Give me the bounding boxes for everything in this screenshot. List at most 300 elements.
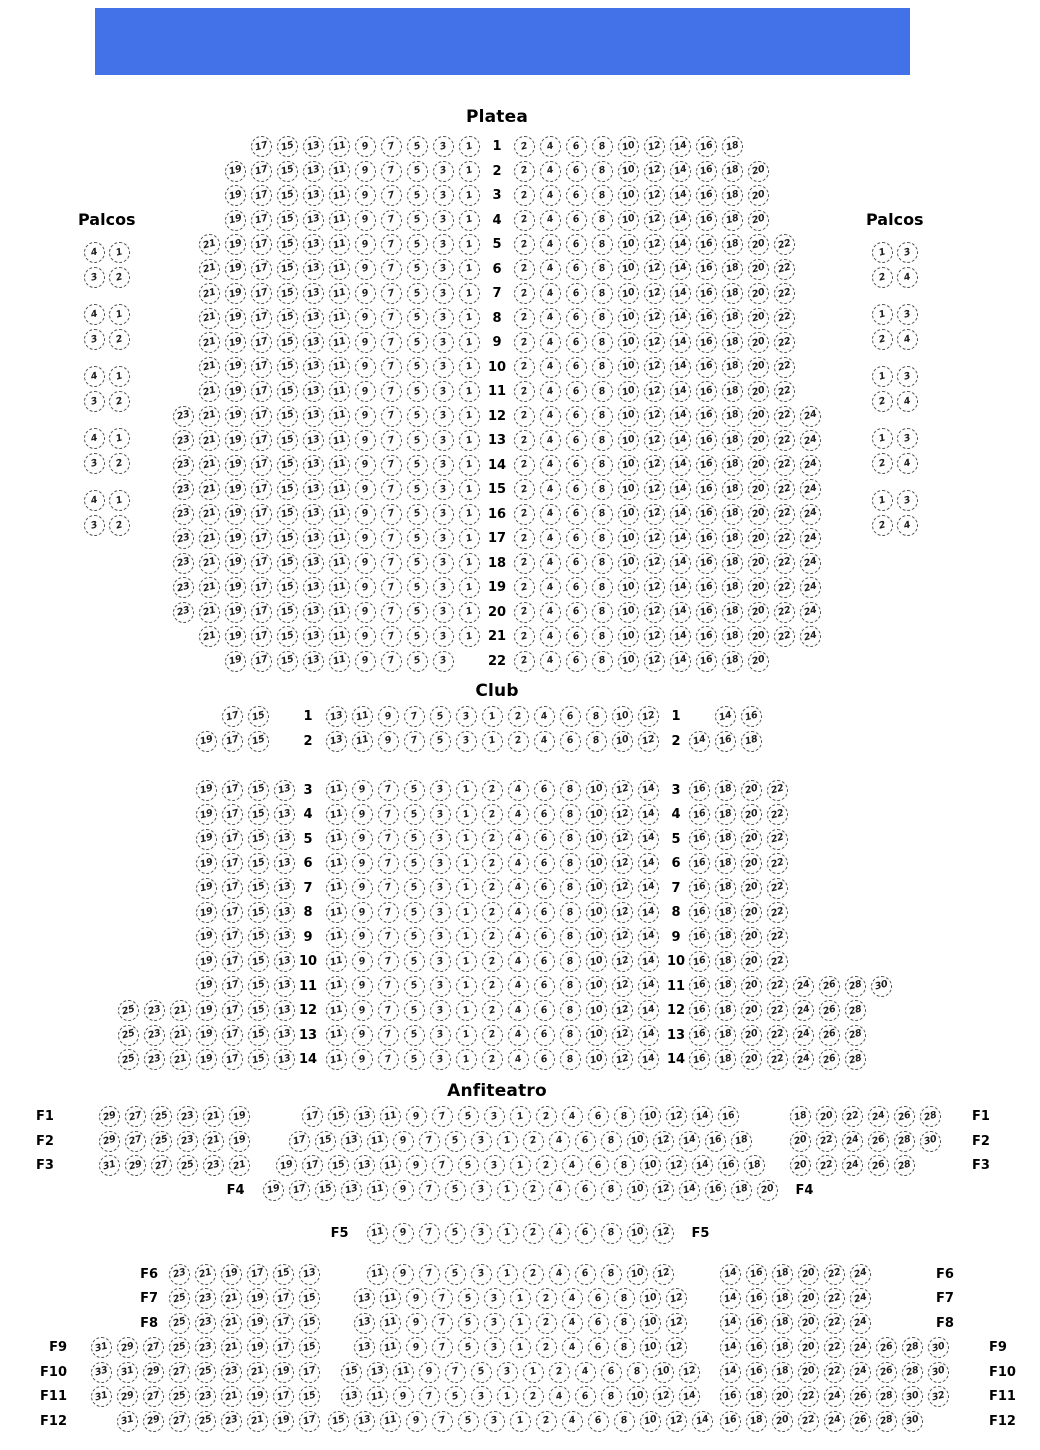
seat-12[interactable] [612, 804, 633, 825]
seat-14[interactable] [670, 161, 691, 182]
seat-2[interactable] [109, 329, 130, 350]
seat-3[interactable] [430, 951, 451, 972]
seat-20[interactable] [748, 577, 769, 598]
seat-6[interactable] [575, 1131, 596, 1152]
seat-2[interactable] [523, 1180, 544, 1201]
seat-17[interactable] [251, 504, 272, 525]
seat-10[interactable] [653, 1362, 674, 1383]
seat-1[interactable] [456, 1000, 477, 1021]
seat-4[interactable] [540, 185, 561, 206]
seat-17[interactable] [273, 1313, 294, 1334]
seat-19[interactable] [225, 185, 246, 206]
seat-14[interactable] [638, 976, 659, 997]
seat-11[interactable] [326, 853, 347, 874]
seat-10[interactable] [586, 927, 607, 948]
seat-17[interactable] [251, 577, 272, 598]
seat-14[interactable] [692, 1411, 713, 1432]
seat-1[interactable] [872, 428, 893, 449]
seat-24[interactable] [800, 553, 821, 574]
seat-12[interactable] [612, 902, 633, 923]
seat-14[interactable] [670, 455, 691, 476]
seat-21[interactable] [221, 1288, 242, 1309]
seat-15[interactable] [277, 430, 298, 451]
seat-10[interactable] [618, 602, 639, 623]
seat-5[interactable] [407, 308, 428, 329]
seat-12[interactable] [612, 1000, 633, 1021]
seat-8[interactable] [592, 528, 613, 549]
seat-9[interactable] [355, 455, 376, 476]
seat-5[interactable] [407, 210, 428, 231]
seat-14[interactable] [720, 1362, 741, 1383]
seat-2[interactable] [514, 381, 535, 402]
seat-19[interactable] [196, 804, 217, 825]
seat-1[interactable] [456, 976, 477, 997]
seat-1[interactable] [109, 366, 130, 387]
seat-9[interactable] [355, 626, 376, 647]
seat-5[interactable] [407, 234, 428, 255]
seat-8[interactable] [560, 1025, 581, 1046]
seat-9[interactable] [352, 853, 373, 874]
seat-4[interactable] [508, 927, 529, 948]
seat-9[interactable] [355, 161, 376, 182]
seat-9[interactable] [393, 1180, 414, 1201]
seat-2[interactable] [514, 357, 535, 378]
seat-6[interactable] [566, 259, 587, 280]
seat-29[interactable] [99, 1131, 120, 1152]
seat-2[interactable] [109, 391, 130, 412]
seat-16[interactable] [718, 1155, 739, 1176]
seat-14[interactable] [638, 829, 659, 850]
seat-10[interactable] [586, 780, 607, 801]
seat-5[interactable] [407, 553, 428, 574]
seat-6[interactable] [534, 1025, 555, 1046]
seat-2[interactable] [109, 453, 130, 474]
seat-8[interactable] [601, 1131, 622, 1152]
seat-30[interactable] [902, 1386, 923, 1407]
seat-1[interactable] [459, 504, 480, 525]
seat-4[interactable] [549, 1386, 570, 1407]
seat-18[interactable] [722, 210, 743, 231]
seat-15[interactable] [277, 626, 298, 647]
seat-4[interactable] [508, 902, 529, 923]
seat-12[interactable] [644, 455, 665, 476]
seat-12[interactable] [644, 406, 665, 427]
seat-26[interactable] [876, 1337, 897, 1358]
seat-3[interactable] [430, 976, 451, 997]
seat-26[interactable] [894, 1106, 915, 1127]
seat-19[interactable] [225, 504, 246, 525]
seat-31[interactable] [91, 1337, 112, 1358]
seat-24[interactable] [850, 1362, 871, 1383]
seat-12[interactable] [644, 504, 665, 525]
seat-16[interactable] [696, 577, 717, 598]
seat-24[interactable] [800, 430, 821, 451]
seat-8[interactable] [560, 1000, 581, 1021]
seat-15[interactable] [277, 479, 298, 500]
seat-4[interactable] [84, 428, 105, 449]
seat-20[interactable] [741, 951, 762, 972]
seat-11[interactable] [329, 161, 350, 182]
seat-2[interactable] [482, 1025, 503, 1046]
seat-4[interactable] [540, 136, 561, 157]
seat-4[interactable] [508, 878, 529, 899]
seat-1[interactable] [109, 304, 130, 325]
seat-18[interactable] [722, 185, 743, 206]
seat-18[interactable] [722, 357, 743, 378]
seat-22[interactable] [816, 1131, 837, 1152]
seat-13[interactable] [303, 234, 324, 255]
seat-16[interactable] [689, 804, 710, 825]
seat-1[interactable] [459, 455, 480, 476]
seat-11[interactable] [393, 1362, 414, 1383]
seat-13[interactable] [303, 161, 324, 182]
seat-18[interactable] [715, 804, 736, 825]
seat-5[interactable] [458, 1337, 479, 1358]
seat-20[interactable] [816, 1106, 837, 1127]
seat-7[interactable] [381, 430, 402, 451]
seat-11[interactable] [326, 1049, 347, 1070]
seat-15[interactable] [277, 161, 298, 182]
seat-13[interactable] [303, 381, 324, 402]
seat-19[interactable] [196, 1000, 217, 1021]
seat-5[interactable] [404, 927, 425, 948]
seat-2[interactable] [482, 853, 503, 874]
seat-28[interactable] [845, 1000, 866, 1021]
seat-1[interactable] [109, 242, 130, 263]
seat-18[interactable] [715, 927, 736, 948]
seat-11[interactable] [326, 1025, 347, 1046]
seat-4[interactable] [508, 853, 529, 874]
seat-17[interactable] [251, 651, 272, 672]
seat-5[interactable] [445, 1223, 466, 1244]
seat-15[interactable] [315, 1131, 336, 1152]
seat-12[interactable] [638, 731, 659, 752]
seat-24[interactable] [800, 602, 821, 623]
seat-6[interactable] [566, 332, 587, 353]
seat-18[interactable] [722, 455, 743, 476]
seat-11[interactable] [329, 381, 350, 402]
seat-15[interactable] [248, 706, 269, 727]
seat-8[interactable] [592, 210, 613, 231]
seat-13[interactable] [303, 553, 324, 574]
seat-9[interactable] [352, 927, 373, 948]
seat-20[interactable] [748, 553, 769, 574]
seat-4[interactable] [540, 406, 561, 427]
seat-25[interactable] [177, 1155, 198, 1176]
seat-7[interactable] [432, 1288, 453, 1309]
seat-16[interactable] [689, 927, 710, 948]
seat-22[interactable] [774, 455, 795, 476]
seat-23[interactable] [195, 1386, 216, 1407]
seat-17[interactable] [299, 1362, 320, 1383]
seat-4[interactable] [540, 234, 561, 255]
seat-7[interactable] [378, 976, 399, 997]
seat-27[interactable] [169, 1411, 190, 1432]
seat-18[interactable] [746, 1386, 767, 1407]
seat-2[interactable] [482, 829, 503, 850]
seat-21[interactable] [221, 1313, 242, 1334]
seat-8[interactable] [560, 902, 581, 923]
seat-3[interactable] [433, 479, 454, 500]
seat-19[interactable] [225, 406, 246, 427]
seat-2[interactable] [536, 1313, 557, 1334]
seat-18[interactable] [722, 161, 743, 182]
seat-23[interactable] [177, 1106, 198, 1127]
seat-9[interactable] [355, 357, 376, 378]
seat-9[interactable] [352, 878, 373, 899]
seat-5[interactable] [407, 626, 428, 647]
seat-14[interactable] [670, 185, 691, 206]
seat-4[interactable] [540, 308, 561, 329]
seat-4[interactable] [897, 453, 918, 474]
seat-20[interactable] [772, 1411, 793, 1432]
seat-22[interactable] [774, 553, 795, 574]
seat-2[interactable] [514, 161, 535, 182]
seat-24[interactable] [800, 479, 821, 500]
seat-10[interactable] [627, 1180, 648, 1201]
seat-12[interactable] [644, 136, 665, 157]
seat-11[interactable] [329, 553, 350, 574]
seat-22[interactable] [774, 332, 795, 353]
seat-12[interactable] [612, 829, 633, 850]
seat-1[interactable] [482, 706, 503, 727]
seat-10[interactable] [586, 1025, 607, 1046]
seat-17[interactable] [251, 161, 272, 182]
seat-11[interactable] [352, 731, 373, 752]
seat-2[interactable] [109, 267, 130, 288]
seat-11[interactable] [367, 1264, 388, 1285]
seat-10[interactable] [618, 381, 639, 402]
seat-10[interactable] [618, 357, 639, 378]
seat-29[interactable] [143, 1411, 164, 1432]
seat-10[interactable] [586, 853, 607, 874]
seat-19[interactable] [196, 878, 217, 899]
seat-7[interactable] [381, 161, 402, 182]
seat-3[interactable] [433, 602, 454, 623]
seat-19[interactable] [196, 927, 217, 948]
seat-10[interactable] [627, 1223, 648, 1244]
seat-11[interactable] [329, 626, 350, 647]
seat-11[interactable] [326, 780, 347, 801]
seat-6[interactable] [534, 976, 555, 997]
seat-2[interactable] [514, 577, 535, 598]
seat-22[interactable] [774, 308, 795, 329]
seat-8[interactable] [592, 430, 613, 451]
seat-7[interactable] [381, 381, 402, 402]
seat-28[interactable] [902, 1337, 923, 1358]
seat-13[interactable] [303, 308, 324, 329]
seat-1[interactable] [109, 428, 130, 449]
seat-10[interactable] [640, 1155, 661, 1176]
seat-11[interactable] [329, 357, 350, 378]
seat-22[interactable] [824, 1337, 845, 1358]
seat-11[interactable] [380, 1313, 401, 1334]
seat-19[interactable] [225, 479, 246, 500]
seat-22[interactable] [767, 976, 788, 997]
seat-18[interactable] [722, 259, 743, 280]
seat-17[interactable] [251, 234, 272, 255]
seat-7[interactable] [378, 829, 399, 850]
seat-4[interactable] [84, 366, 105, 387]
seat-22[interactable] [767, 1025, 788, 1046]
seat-7[interactable] [381, 602, 402, 623]
seat-27[interactable] [143, 1386, 164, 1407]
seat-12[interactable] [653, 1180, 674, 1201]
seat-19[interactable] [221, 1264, 242, 1285]
seat-15[interactable] [328, 1155, 349, 1176]
seat-3[interactable] [456, 731, 477, 752]
seat-18[interactable] [790, 1106, 811, 1127]
seat-22[interactable] [774, 283, 795, 304]
seat-14[interactable] [720, 1337, 741, 1358]
seat-8[interactable] [560, 927, 581, 948]
seat-18[interactable] [722, 651, 743, 672]
seat-28[interactable] [876, 1386, 897, 1407]
seat-12[interactable] [679, 1362, 700, 1383]
seat-19[interactable] [247, 1337, 268, 1358]
seat-8[interactable] [560, 780, 581, 801]
seat-4[interactable] [575, 1362, 596, 1383]
seat-13[interactable] [341, 1131, 362, 1152]
seat-12[interactable] [653, 1264, 674, 1285]
seat-1[interactable] [497, 1264, 518, 1285]
seat-4[interactable] [540, 504, 561, 525]
seat-15[interactable] [248, 1025, 269, 1046]
seat-3[interactable] [430, 780, 451, 801]
seat-11[interactable] [329, 234, 350, 255]
seat-15[interactable] [248, 1000, 269, 1021]
seat-14[interactable] [638, 951, 659, 972]
seat-3[interactable] [433, 210, 454, 231]
seat-14[interactable] [670, 528, 691, 549]
seat-24[interactable] [824, 1411, 845, 1432]
seat-19[interactable] [273, 1362, 294, 1383]
seat-3[interactable] [84, 515, 105, 536]
seat-3[interactable] [84, 453, 105, 474]
seat-2[interactable] [536, 1106, 557, 1127]
seat-24[interactable] [800, 455, 821, 476]
seat-4[interactable] [540, 259, 561, 280]
seat-3[interactable] [433, 185, 454, 206]
seat-13[interactable] [274, 1049, 295, 1070]
seat-14[interactable] [670, 381, 691, 402]
seat-11[interactable] [380, 1288, 401, 1309]
seat-2[interactable] [482, 780, 503, 801]
seat-12[interactable] [644, 528, 665, 549]
seat-27[interactable] [125, 1106, 146, 1127]
seat-4[interactable] [540, 602, 561, 623]
seat-19[interactable] [196, 780, 217, 801]
seat-3[interactable] [433, 577, 454, 598]
seat-4[interactable] [549, 1264, 570, 1285]
seat-9[interactable] [393, 1386, 414, 1407]
seat-18[interactable] [722, 406, 743, 427]
seat-4[interactable] [540, 161, 561, 182]
seat-29[interactable] [99, 1106, 120, 1127]
seat-7[interactable] [378, 1025, 399, 1046]
seat-17[interactable] [289, 1180, 310, 1201]
seat-11[interactable] [329, 406, 350, 427]
seat-14[interactable] [670, 430, 691, 451]
seat-22[interactable] [842, 1106, 863, 1127]
seat-7[interactable] [378, 1049, 399, 1070]
seat-17[interactable] [222, 829, 243, 850]
seat-6[interactable] [566, 161, 587, 182]
seat-13[interactable] [303, 626, 324, 647]
seat-9[interactable] [352, 902, 373, 923]
seat-14[interactable] [638, 853, 659, 874]
seat-23[interactable] [195, 1337, 216, 1358]
seat-5[interactable] [407, 161, 428, 182]
seat-4[interactable] [540, 479, 561, 500]
seat-5[interactable] [407, 406, 428, 427]
seat-1[interactable] [497, 1131, 518, 1152]
seat-15[interactable] [341, 1362, 362, 1383]
seat-6[interactable] [566, 528, 587, 549]
seat-10[interactable] [586, 976, 607, 997]
seat-4[interactable] [84, 304, 105, 325]
seat-12[interactable] [612, 1049, 633, 1070]
seat-22[interactable] [824, 1313, 845, 1334]
seat-20[interactable] [741, 976, 762, 997]
seat-2[interactable] [514, 602, 535, 623]
seat-5[interactable] [404, 878, 425, 899]
seat-12[interactable] [644, 234, 665, 255]
seat-11[interactable] [326, 1000, 347, 1021]
seat-1[interactable] [459, 577, 480, 598]
seat-10[interactable] [586, 1049, 607, 1070]
seat-22[interactable] [767, 951, 788, 972]
seat-26[interactable] [850, 1411, 871, 1432]
seat-10[interactable] [640, 1313, 661, 1334]
seat-7[interactable] [381, 553, 402, 574]
seat-9[interactable] [406, 1155, 427, 1176]
seat-5[interactable] [458, 1411, 479, 1432]
seat-6[interactable] [566, 357, 587, 378]
seat-18[interactable] [722, 308, 743, 329]
seat-3[interactable] [430, 927, 451, 948]
seat-17[interactable] [251, 602, 272, 623]
seat-7[interactable] [381, 234, 402, 255]
seat-23[interactable] [144, 1025, 165, 1046]
seat-10[interactable] [612, 731, 633, 752]
seat-18[interactable] [772, 1313, 793, 1334]
seat-7[interactable] [378, 927, 399, 948]
seat-31[interactable] [117, 1362, 138, 1383]
seat-19[interactable] [225, 259, 246, 280]
seat-13[interactable] [274, 927, 295, 948]
seat-16[interactable] [696, 210, 717, 231]
seat-22[interactable] [767, 878, 788, 899]
seat-13[interactable] [326, 706, 347, 727]
seat-2[interactable] [514, 136, 535, 157]
seat-18[interactable] [722, 577, 743, 598]
seat-4[interactable] [562, 1288, 583, 1309]
seat-21[interactable] [170, 1000, 191, 1021]
seat-18[interactable] [722, 234, 743, 255]
seat-15[interactable] [277, 332, 298, 353]
seat-4[interactable] [540, 626, 561, 647]
seat-9[interactable] [355, 136, 376, 157]
seat-2[interactable] [514, 234, 535, 255]
seat-7[interactable] [381, 210, 402, 231]
seat-20[interactable] [748, 602, 769, 623]
seat-3[interactable] [433, 357, 454, 378]
seat-6[interactable] [566, 406, 587, 427]
seat-15[interactable] [248, 951, 269, 972]
seat-31[interactable] [117, 1411, 138, 1432]
seat-2[interactable] [523, 1131, 544, 1152]
